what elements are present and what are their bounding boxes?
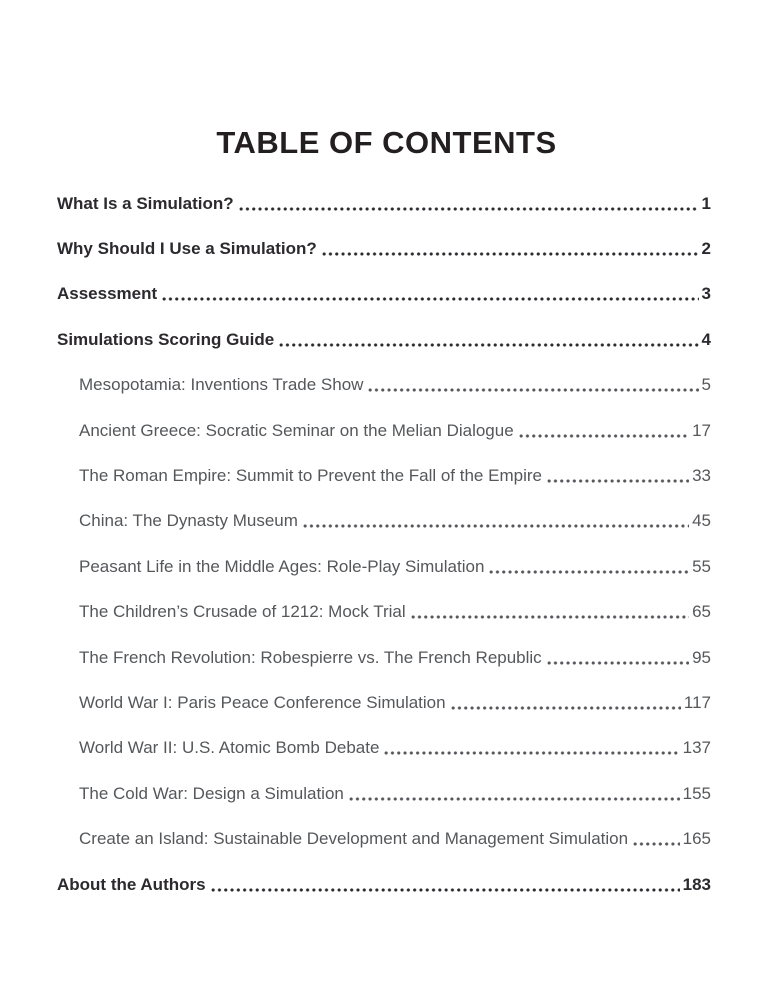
toc-leader-dots xyxy=(367,388,698,392)
toc-entry-4 xyxy=(57,363,711,408)
toc-entry-page-number: 3 xyxy=(701,284,711,304)
toc-entry-page-number: 17 xyxy=(692,420,711,440)
toc-entry-13 xyxy=(57,771,711,816)
toc-entry-page-number: 65 xyxy=(692,602,711,622)
toc-leader-dots xyxy=(450,706,681,710)
toc-entry-page-number: 95 xyxy=(692,647,711,667)
toc-leader-dots xyxy=(238,207,699,211)
toc-entry-15 xyxy=(57,862,711,907)
toc-leader-dots xyxy=(518,434,689,438)
toc-entry-page-number: 137 xyxy=(682,738,711,758)
toc-entry-page-number: 117 xyxy=(683,692,711,712)
toc-leader-dots xyxy=(348,797,680,801)
toc-leader-dots xyxy=(278,343,698,347)
toc-entry-11 xyxy=(57,680,711,725)
toc-leader-dots xyxy=(632,842,680,846)
toc-leader-dots xyxy=(210,888,680,892)
toc-entry-label: Peasant Life in the Middle Ages: Role-Play Simulation xyxy=(79,556,485,576)
toc-entry-label: About the Authors xyxy=(57,874,206,894)
toc-leader-dots xyxy=(321,252,699,256)
toc-entry-5 xyxy=(57,408,711,453)
toc-leader-dots xyxy=(546,479,689,483)
toc-entry-label: World War II: U.S. Atomic Bomb Debate xyxy=(79,738,380,758)
toc-entry-1 xyxy=(57,226,711,271)
toc-entry-label: Why Should I Use a Simulation? xyxy=(57,239,317,259)
toc-entry-page-number: 5 xyxy=(701,375,711,395)
toc-entry-0 xyxy=(57,181,711,226)
toc-entry-12 xyxy=(57,726,711,771)
toc-entry-label: Simulations Scoring Guide xyxy=(57,329,275,349)
toc-entry-10 xyxy=(57,635,711,680)
toc-entry-page-number: 4 xyxy=(701,329,711,349)
toc-entry-label: The Roman Empire: Summit to Prevent the Fall of the Empire xyxy=(79,466,542,486)
toc-entry-3 xyxy=(57,317,711,362)
toc-entry-label: China: The Dynasty Museum xyxy=(79,511,298,531)
toc-entry-page-number: 1 xyxy=(701,193,711,213)
toc-entry-page-number: 33 xyxy=(692,466,711,486)
toc-leader-dots xyxy=(488,570,689,574)
toc-leader-dots xyxy=(410,615,689,619)
toc-entry-label: Create an Island: Sustainable Development and Management Simulation xyxy=(79,829,629,849)
toc-entry-page-number: 165 xyxy=(682,829,711,849)
toc-entry-8 xyxy=(57,544,711,589)
toc-entry-label: Assessment xyxy=(57,284,158,304)
toc-entry-page-number: 183 xyxy=(682,874,711,894)
toc-entry-label: The Cold War: Design a Simulation xyxy=(79,783,344,803)
toc-entry-label: The French Revolution: Robespierre vs. The French Republic xyxy=(79,647,542,667)
toc-entry-page-number: 155 xyxy=(682,783,711,803)
toc-entry-label: World War I: Paris Peace Conference Simulation xyxy=(79,692,446,712)
toc-entry-label: The Children’s Crusade of 1212: Mock Trial xyxy=(79,602,406,622)
toc-entry-label: Mesopotamia: Inventions Trade Show xyxy=(79,375,364,395)
page-title: TABLE OF CONTENTS xyxy=(216,124,557,160)
toc-leader-dots xyxy=(546,661,689,665)
toc-entry-page-number: 45 xyxy=(692,511,711,531)
toc-leader-dots xyxy=(383,751,679,755)
toc-entry-7 xyxy=(57,499,711,544)
toc-entry-page-number: 55 xyxy=(692,556,711,576)
toc-leader-dots xyxy=(302,524,689,528)
toc-entry-label: What Is a Simulation? xyxy=(57,193,234,213)
toc-entry-6 xyxy=(57,453,711,498)
toc-leader-dots xyxy=(161,297,698,301)
toc-entry-2 xyxy=(57,272,711,317)
table-of-contents xyxy=(57,181,711,907)
toc-entry-9 xyxy=(57,590,711,635)
toc-entry-label: Ancient Greece: Socratic Seminar on the Melian Dialogue xyxy=(79,420,514,440)
toc-entry-page-number: 2 xyxy=(701,239,711,259)
toc-entry-14 xyxy=(57,816,711,861)
